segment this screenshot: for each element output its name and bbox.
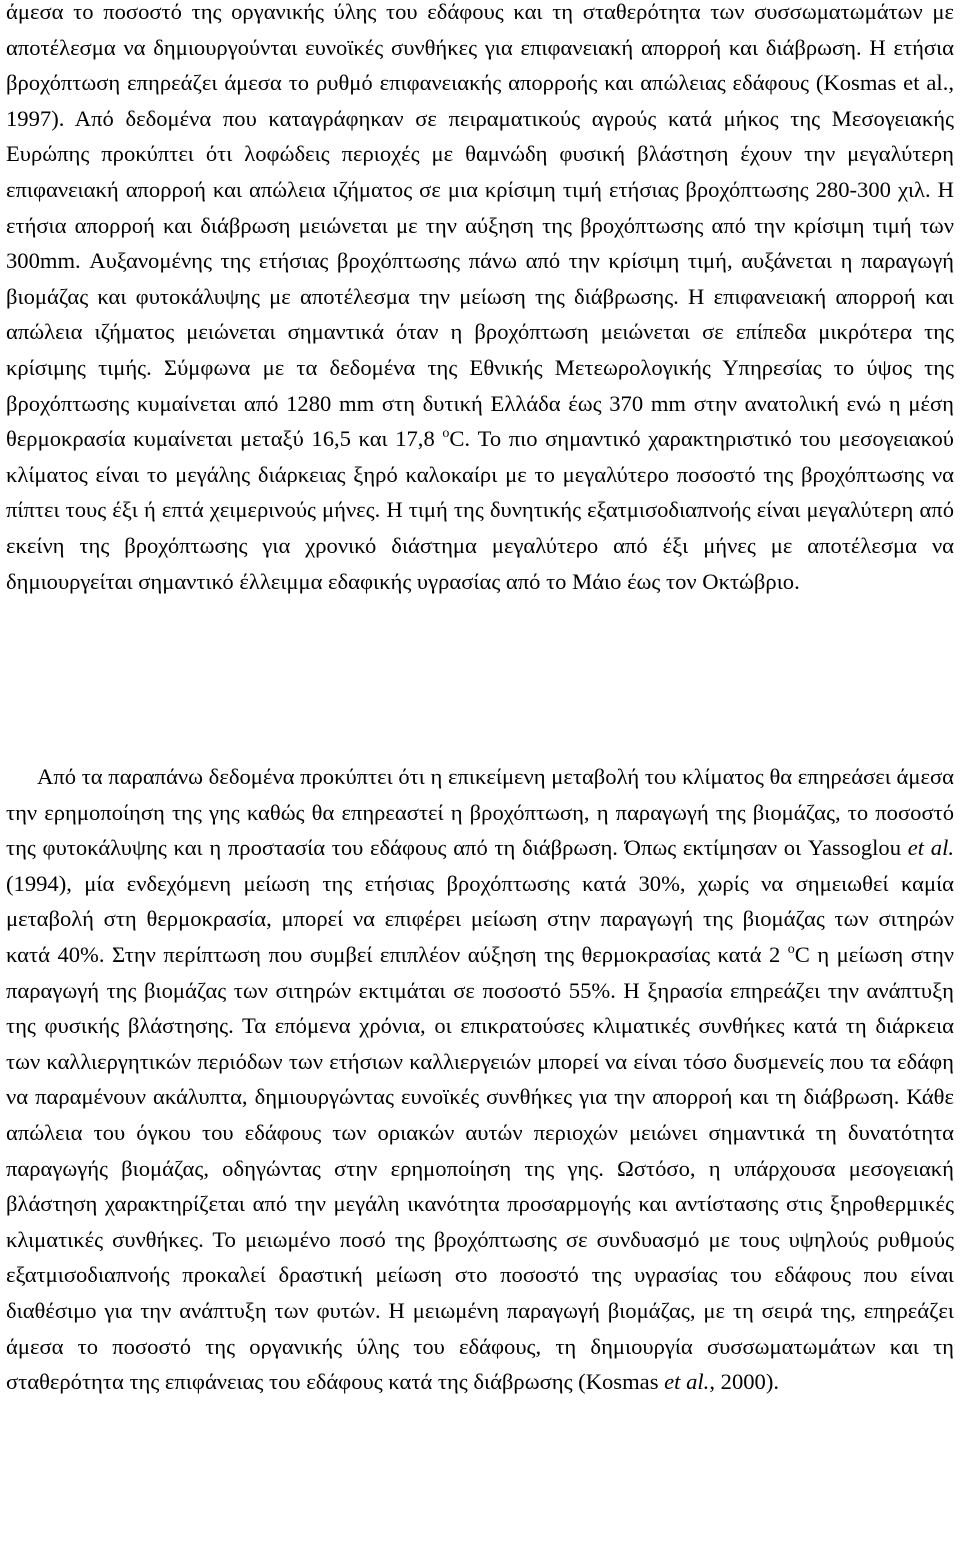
- italic-text: et al.: [664, 1369, 710, 1395]
- paragraph-text: , 2000).: [709, 1369, 780, 1395]
- italic-text: et al.: [907, 835, 954, 861]
- paragraph-text: C η μείωση στην παραγωγή της βιομάζας των σιτηρών εκτιμάται σε ποσοστό 55%. Η ξηρασία επηρεάζει την ανάπτυξη της φυσικής βλάστησης. Τα επόμενα χρόνια, οι επικρατούσες κλιματικές συνθήκες κατά τη διάρκεια των καλλιεργητικών περιόδων των ετήσιων καλλιεργειών μπορεί να είναι τόσο δυσμενείς που τα εδάφη να παραμένουν ακάλυπτα, δημιουργώντας ευνοϊκές συνθήκες για την απορροή και τη διάβρωση. Κάθε απώλεια του όγκου του εδάφους των οριακών αυτών περιοχών μειώνει σημαντικά τη δυνατότητα παραγωγής βιομάζας, οδηγώντας στην ερημοποίηση της γης. Ωστόσο, η υπάρχουσα μεσογειακή βλάστηση χαρακτηρίζεται από την μεγάλη ικανότητα προσαρμογής και αντίστασης στις ξηροθερμικές κλιματικές συνθήκες. Το μειωμένο ποσό της βροχόπτωσης σε συνδυασμό με τους υψηλούς ρυθμούς εξατμισοδιαπνοής προκαλεί δραστική μείωση στο ποσοστό της υγρασίας του εδάφους που είναι διαθέσιμο για την ανάπτυξη των φυτών. Η μειωμένη παραγωγή βιομάζας, με τη σειρά της, επηρεάζει άμεσα το ποσοστό της οργανικής ύλης του εδάφους, τη δημιουργία συσσωματωμάτων και τη σταθερότητα της επιφάνειας του εδάφους κατά της διάβρωσης (Kosmas: [6, 941, 960, 1395]
- paragraph: [6, 0, 960, 599]
- paragraph-text: C. Το πιο σημαντικό χαρακτηριστικό του μεσογειακού κλίματος είναι το μεγάλης διάρκειας ξηρό καλοκαίρι με το μεγαλύτερο ποσοστό της βροχόπτωσης να πίπτει τους έξι ή επτά χειμερινούς μήνες. Η τιμή της δυνητικής εξατμισοδιαπνοής είναι μεγαλύτερη από εκείνη της βροχόπτωσης για χρονικό διάστημα μεγαλύτερο από έξι μήνες με αποτέλεσμα να δημιουργείται σημαντικό έλλειμμα εδαφικής υγρασίας από το Μάιο έως τον Οκτώβριο.: [6, 426, 960, 594]
- paragraph-text: άμεσα το ποσοστό της οργανικής ύλης του εδάφους και τη σταθερότητα των συσσωματωμάτων με αποτέλεσμα να δημιουργούνται ευνοϊκές συνθήκες για επιφανειακή απορροή και διάβρωση. Η ετήσια βροχόπτωση επηρεάζει άμεσα το ρυθμό επιφανειακής απορροής και απώλειας εδάφους (Kosmas et al., 1997). Από δεδομένα που καταγράφηκαν σε πειραματικούς αγρούς κατά μήκος της Μεσογειακής Ευρώπης προκύπτει ότι λοφώδεις περιοχές με θαμνώδη φυσική βλάστηση έχουν την μεγαλύτερη επιφανειακή απορροή και απώλεια ιζήματος σε μια κρίσιμη τιμή ετήσιας βροχόπτωσης 280-300 χιλ. Η ετήσια απορροή και διάβρωση μειώνεται με την αύξηση της βροχόπτωσης από την κρίσιμη τιμή των 300mm. Αυξανομένης της ετήσιας βροχόπτωσης πάνω από την κρίσιμη τιμή, αυξάνεται η παραγωγή βιομάζας και φυτοκάλυψης με αποτέλεσμα την μείωση της διάβρωσης. Η επιφανειακή απορροή και απώλεια ιζήματος μειώνεται σημαντικά όταν η βροχόπτωση μειώνεται σε επίπεδα μικρότερα της κρίσιμης τιμής. Σύμφωνα με τα δεδομένα της Εθνικής Μετεωρολογικής Υπηρεσίας το ύψος της βροχόπτωσης κυμαίνεται από 1280 mm στη δυτική Ελλάδα έως 370 mm στην ανατολική ενώ η μέση θερμοκρασία κυμαίνεται μεταξύ 16,5 και 17,8: [6, 0, 960, 452]
- paragraph-text: Από τα παραπάνω δεδομένα προκύπτει ότι η επικείμενη μεταβολή του κλίματος θα επηρεάσει άμεσα την ερημοποίηση της γης καθώς θα επηρεαστεί η βροχόπτωση, η παραγωγή της βιομάζας, το ποσοστό της φυτοκάλυψης και η προστασία του εδάφους από τη διάβρωση. Όπως εκτίμησαν οι Yassoglou: [6, 764, 960, 861]
- paragraph: [6, 759, 960, 1400]
- paragraph-text: (1994), μία ενδεχόμενη μείωση της ετήσιας βροχόπτωσης κατά 30%, χωρίς να σημειωθεί καμία μεταβολή στη θερμοκρασία, μπορεί να επιφέρει μείωση στην παραγωγή της βιομάζας των σιτηρών κατά 40%. Στην περίπτωση που συμβεί επιπλέον αύξηση της θερμοκρασίας κατά 2: [6, 835, 960, 967]
- degree-superscript: o: [442, 426, 450, 442]
- degree-superscript: o: [787, 941, 795, 957]
